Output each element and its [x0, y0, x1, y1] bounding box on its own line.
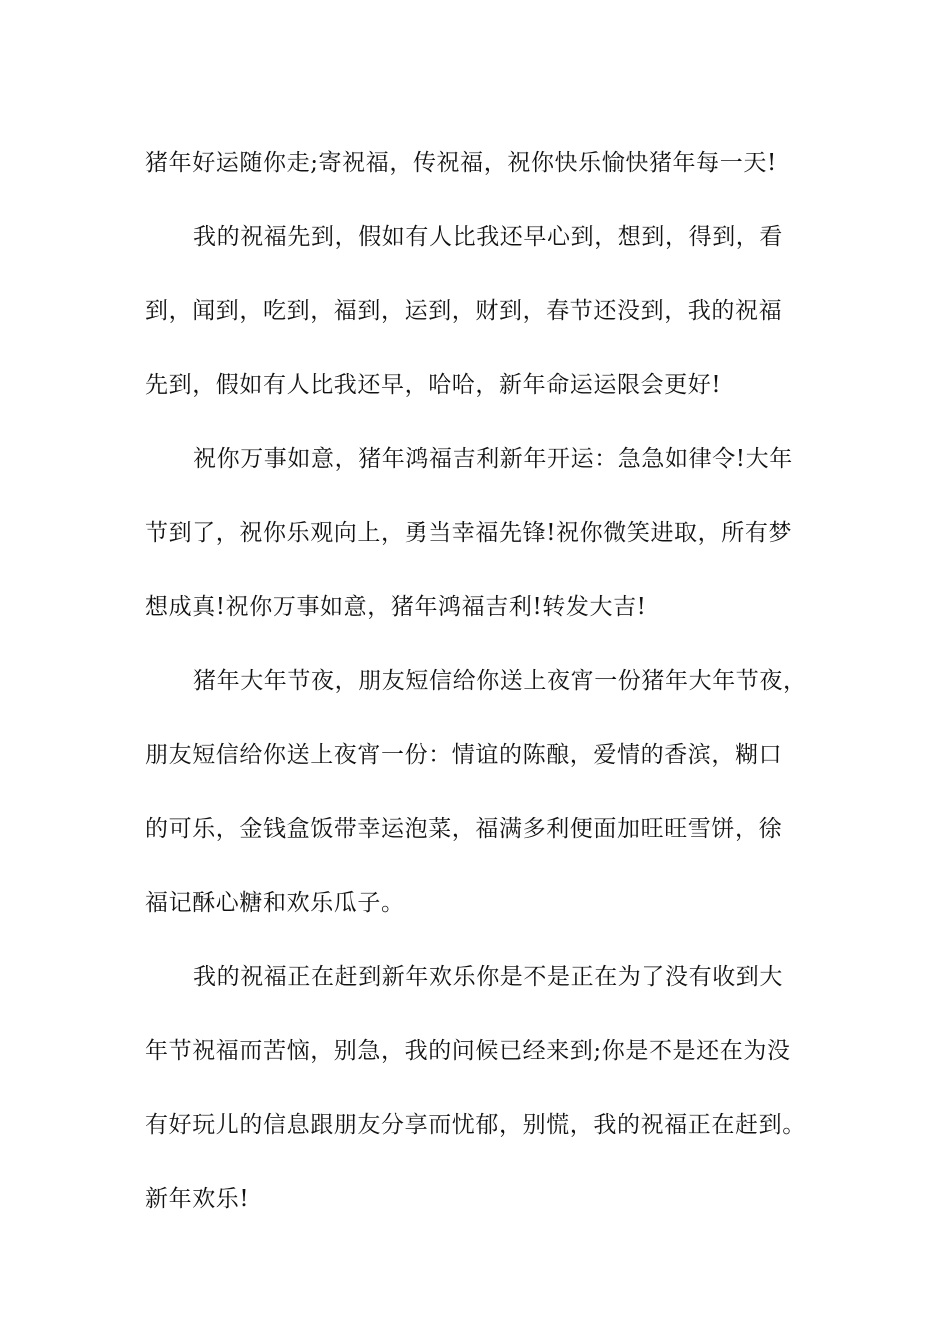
text-line: 节到了，祝你乐观向上，勇当幸福先锋!祝你微笑进取，所有梦	[145, 520, 793, 546]
text-line: 新年欢乐!	[145, 1186, 250, 1212]
text-line: 想成真!祝你万事如意，猪年鸿福吉利!转发大吉!	[145, 594, 647, 620]
text-line: 猪年好运随你走;寄祝福，传祝福，祝你快乐愉快猪年每一天!	[145, 150, 777, 176]
paragraph-start-line: 猪年大年节夜，朋友短信给你送上夜宵一份猪年大年节夜，	[193, 668, 807, 694]
text-line: 有好玩儿的信息跟朋友分享而忧郁，别慌，我的祝福正在赶到。	[145, 1112, 806, 1138]
text-line: 福记酥心糖和欢乐瓜子。	[145, 890, 405, 916]
text-line: 先到，假如有人比我还早，哈哈，新年命运运限会更好!	[145, 372, 722, 398]
text-line: 到，闻到，吃到，福到，运到，财到，春节还没到，我的祝福	[145, 298, 783, 324]
text-line: 朋友短信给你送上夜宵一份：情谊的陈酿，爱情的香滨，糊口	[145, 742, 783, 768]
text-line: 年节祝福而苦恼，别急，我的问候已经来到;你是不是还在为没	[145, 1038, 791, 1064]
text-line: 的可乐，金钱盒饭带幸运泡菜，福满多利便面加旺旺雪饼，徐	[145, 816, 783, 842]
paragraph-start-line: 我的祝福正在赶到新年欢乐你是不是正在为了没有收到大	[193, 964, 783, 990]
paragraph-start-line: 祝你万事如意，猪年鸿福吉利新年开运：急急如律令!大年	[193, 446, 793, 472]
paragraph-start-line: 我的祝福先到，假如有人比我还早心到，想到，得到，看	[193, 224, 783, 250]
document-body	[145, 126, 835, 1236]
